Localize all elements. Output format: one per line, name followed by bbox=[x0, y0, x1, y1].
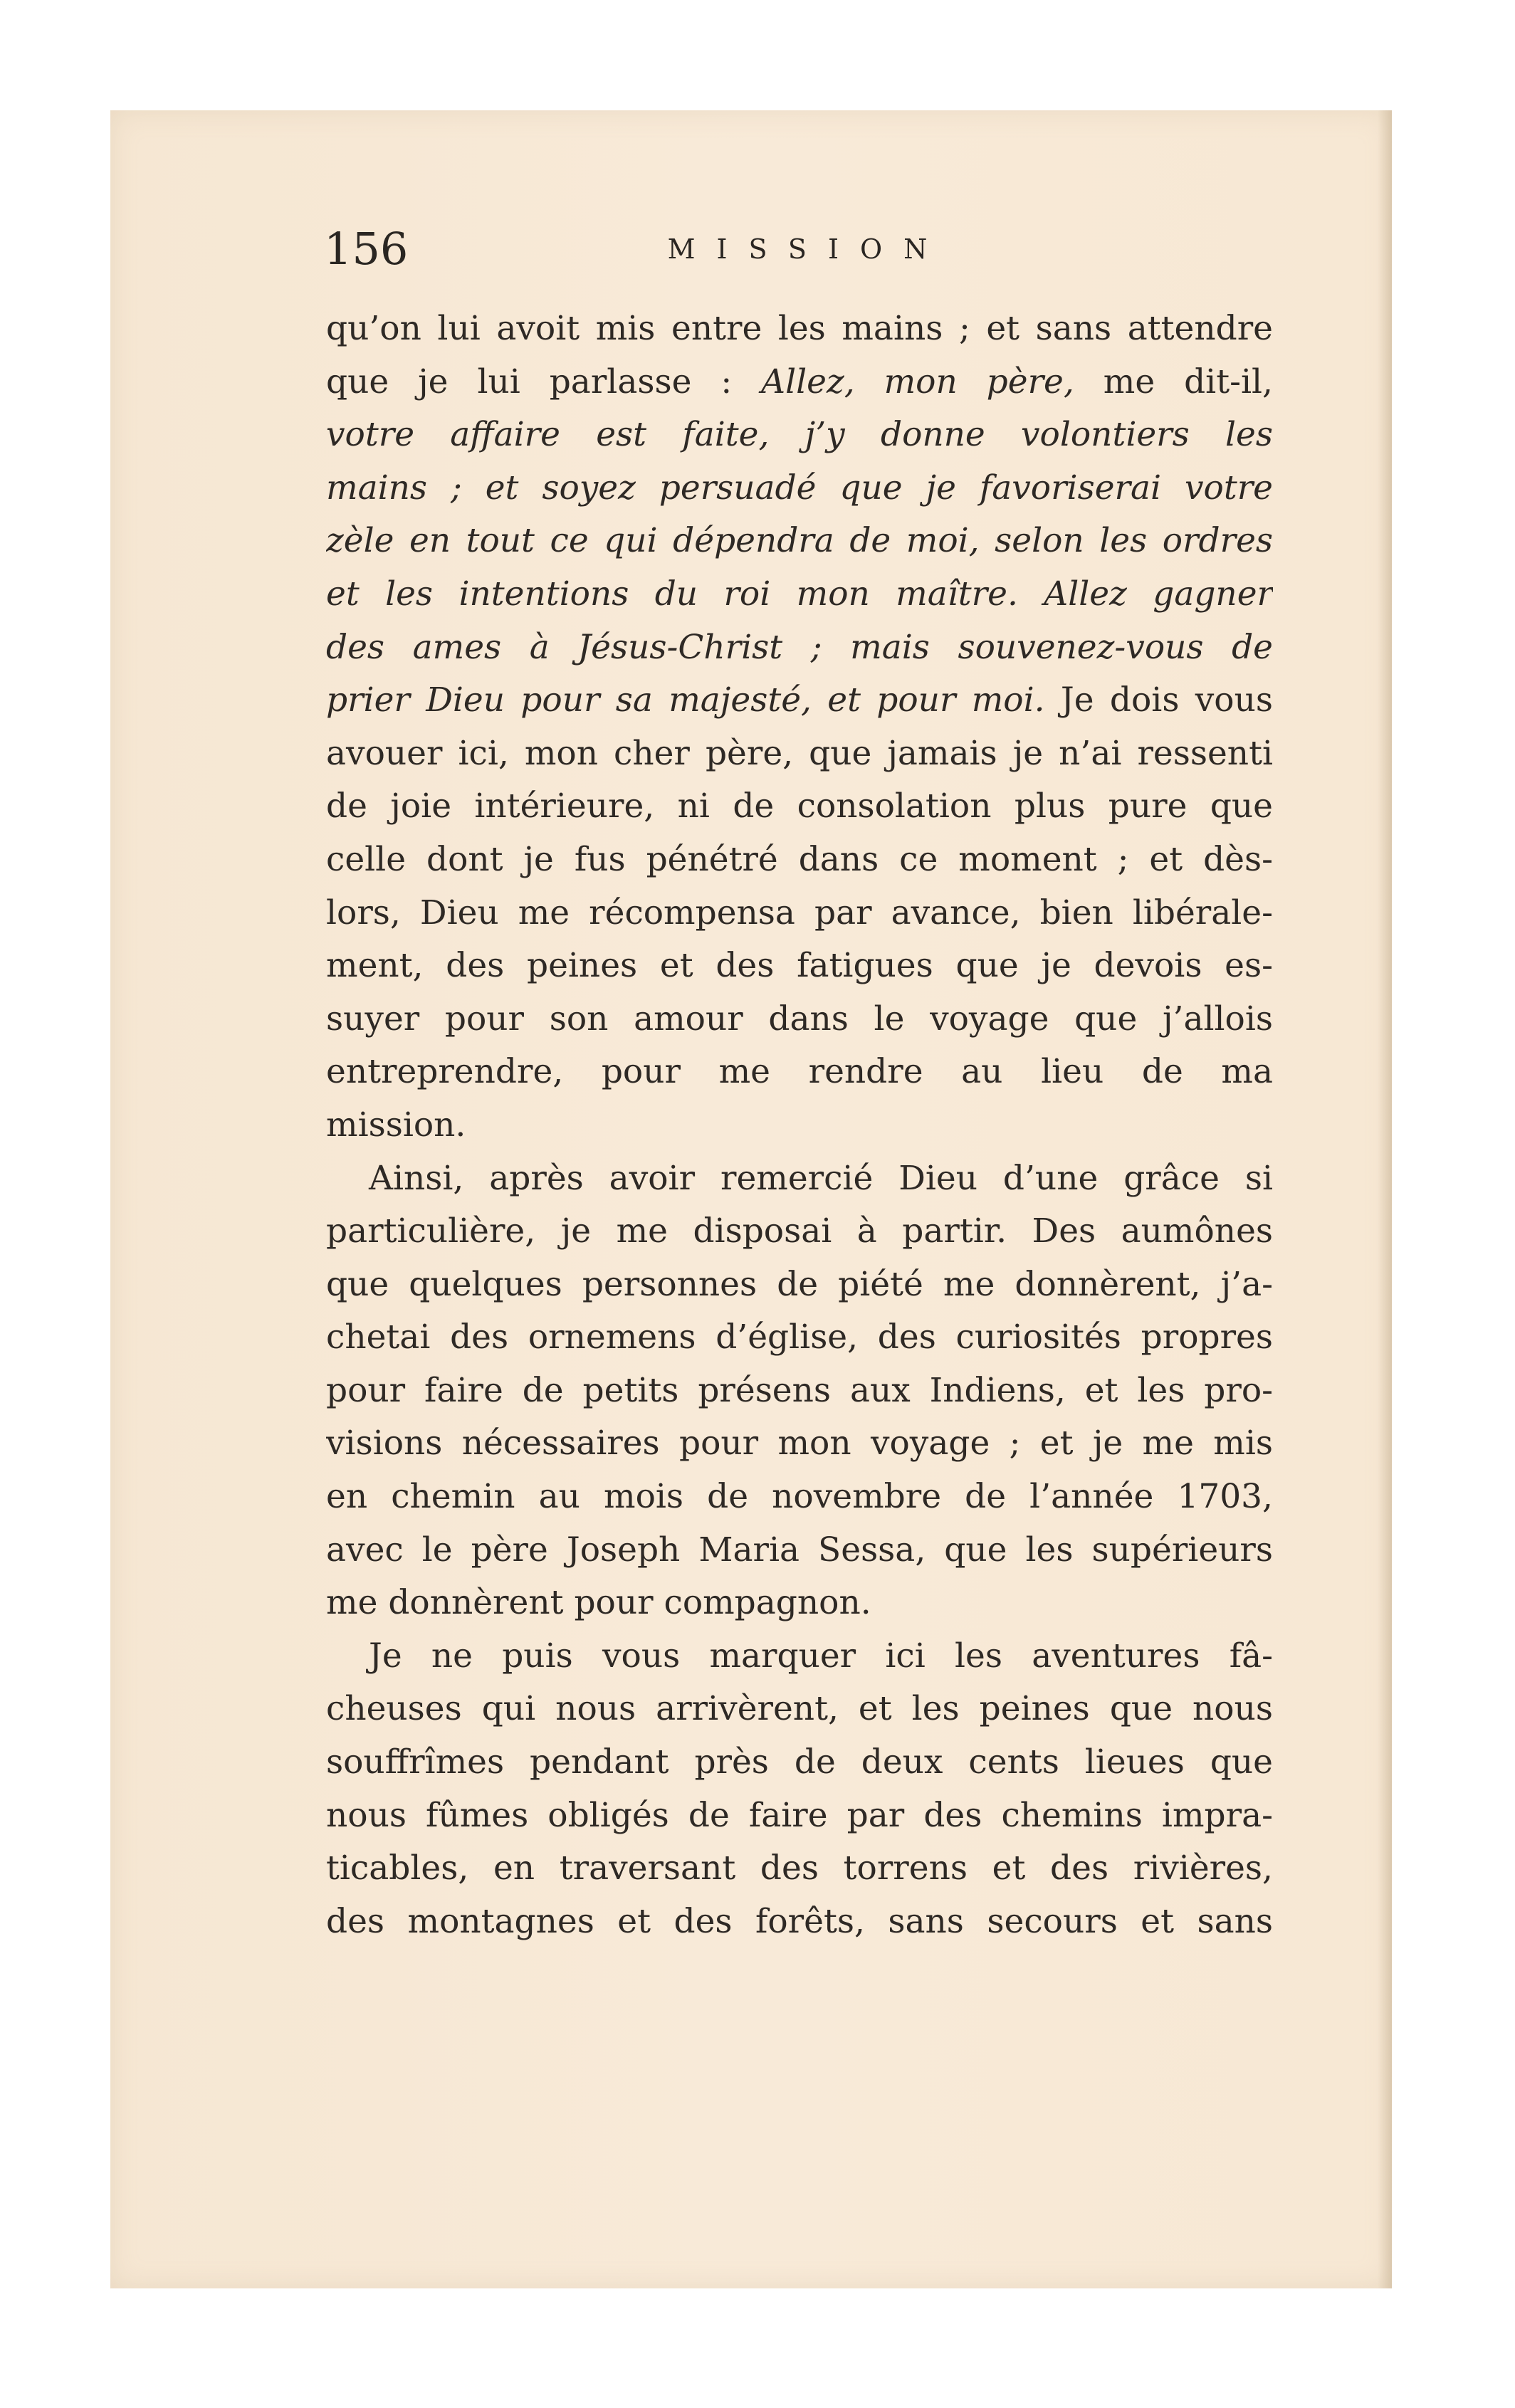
text-line: mains ; et soyez persuadé que je favoriserai votre bbox=[326, 468, 1273, 508]
text-line: en chemin au mois de novembre de l’année 1703, bbox=[326, 1477, 1273, 1517]
text-line: me donnèrent pour compagnon. bbox=[326, 1583, 871, 1623]
text-line: avec le père Joseph Maria Sessa, que les supérieurs bbox=[326, 1530, 1273, 1570]
text-line: ment, des peines et des fatigues que je devois es- bbox=[326, 946, 1273, 986]
text-line: visions nécessaires pour mon voyage ; et je me mis bbox=[326, 1424, 1273, 1463]
text-line: nous fûmes obligés de faire par des chemins impra- bbox=[326, 1795, 1273, 1835]
text-line: des ames à Jésus-Christ ; mais souvenez-vous de bbox=[326, 627, 1273, 667]
text-line: souffrîmes pendant près de deux cents lieues que bbox=[326, 1742, 1273, 1782]
text-line: que quelques personnes de piété me donnèrent, j’a- bbox=[326, 1264, 1273, 1304]
text-line: que je lui parlasse : Allez, mon père, me dit-il, bbox=[326, 362, 1273, 401]
text-line: qu’on lui avoit mis entre les mains ; et sans attendre bbox=[326, 309, 1273, 348]
body-text bbox=[326, 303, 1273, 1948]
text-line: chetai des ornemens d’église, des curiosités propres bbox=[326, 1318, 1273, 1357]
text-line: cheuses qui nous arrivèrent, et les peines que nous bbox=[326, 1689, 1273, 1729]
page-number: 156 bbox=[324, 223, 409, 275]
running-title: MISSION bbox=[667, 233, 949, 265]
page-edge bbox=[1378, 110, 1392, 2288]
text-line: ticables, en traversant des torrens et des rivières, bbox=[326, 1849, 1273, 1888]
italic-speech: Allez, mon père, bbox=[761, 362, 1074, 401]
text-line: pour faire de petits présens aux Indiens, et les pro- bbox=[326, 1370, 1273, 1410]
text-line: lors, Dieu me récompensa par avance, bien libérale- bbox=[326, 893, 1273, 932]
text-line: suyer pour son amour dans le voyage que j’allois bbox=[326, 999, 1273, 1039]
text-line: Je ne puis vous marquer ici les aventures fâ- bbox=[369, 1636, 1273, 1676]
text-line: et les intentions du roi mon maître. Allez gagner bbox=[326, 574, 1273, 614]
text-line: votre affaire est faite, j’y donne volontiers les bbox=[326, 415, 1273, 455]
text-line: celle dont je fus pénétré dans ce moment ; et dès- bbox=[326, 839, 1273, 879]
text-line: particulière, je me disposai à partir. Des aumônes bbox=[326, 1211, 1273, 1251]
text-line: de joie intérieure, ni de consolation plus pure que bbox=[326, 787, 1273, 826]
text-line: des montagnes et des forêts, sans secours et sans bbox=[326, 1901, 1273, 1941]
text-line: entreprendre, pour me rendre au lieu de ma bbox=[326, 1052, 1273, 1092]
text-line: mission. bbox=[326, 1105, 466, 1145]
text-line: avouer ici, mon cher père, que jamais je n’ai ressenti bbox=[326, 733, 1273, 773]
text-line: zèle en tout ce qui dépendra de moi, selon les ordres bbox=[326, 521, 1273, 561]
text-line: prier Dieu pour sa majesté, et pour moi. Je dois vous bbox=[326, 680, 1273, 720]
text-line: Ainsi, après avoir remercié Dieu d’une grâce si bbox=[369, 1158, 1273, 1198]
running-head bbox=[324, 217, 1271, 281]
